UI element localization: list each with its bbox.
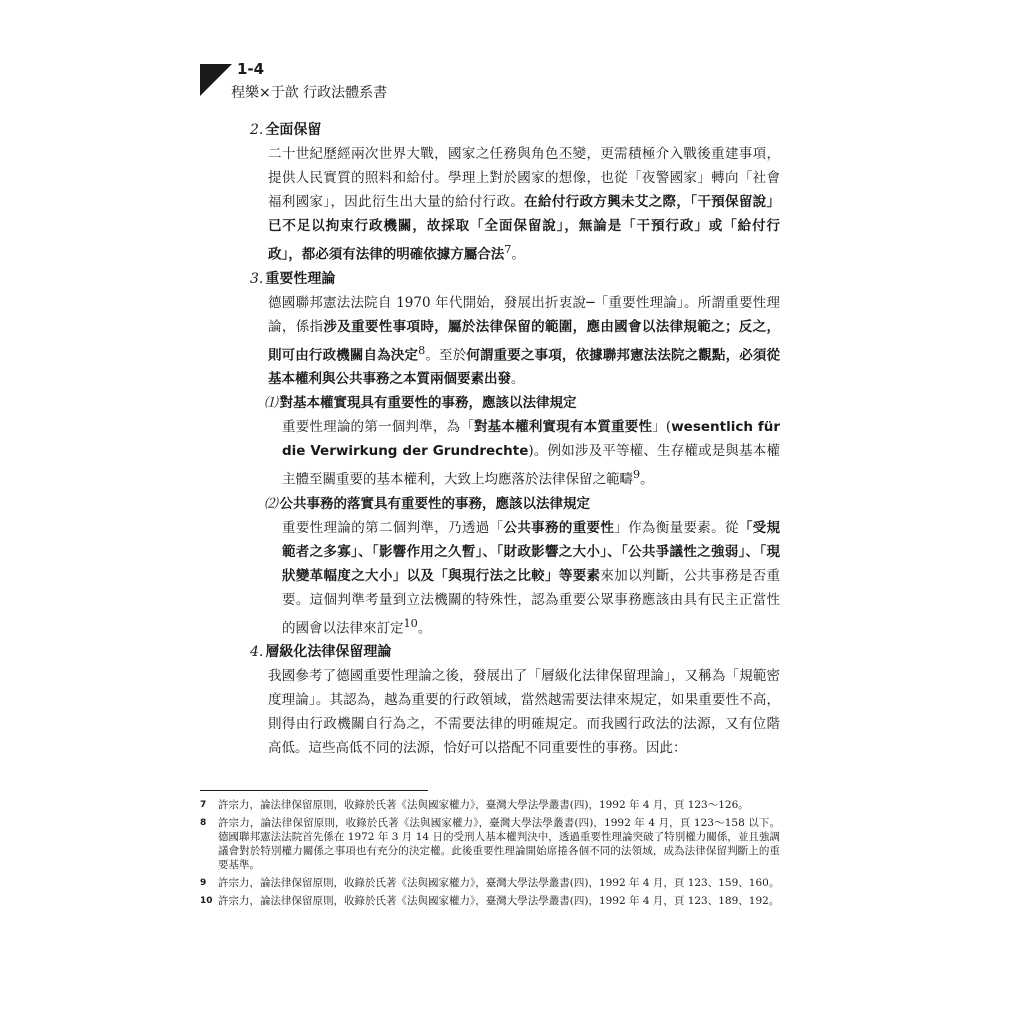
subsection-heading: ⑵ 公共事務的落實具有重要性的事務，應該以法律規定 [264,495,590,512]
section-paragraph: 我國參考了德國重要性理論之後，發展出了「層級化法律保留理論」，又稱為「規範密度理論」。其認為，越為重要的行政領域，當然越需要法律來規定，如果重要性不高，則得由行政機關自行為之，不需要法律的明確規定。而我國行政法的法源，又有位階高低。這些高低不同的法源，恰好可以搭配不同重要性的事務。因此： [268,668,780,756]
header-triangle-mark [200,64,232,96]
section-paragraph: 德國聯邦憲法法院自 1970 年代開始，發展出折衷說─「重要性理論」。所謂重要性理論，係指涉及重要性事項時，屬於法律保留的範圍，應由國會以法律規範之；反之，則可由行政機關自為決定$^8$。至於何謂重要之事項，依據聯邦憲法法院之觀點，必須從基本權利與公共事務之本質兩個要素出發。 [268,294,781,387]
footnote-ref: 10 [403,616,418,630]
footnote-ref: 7 [504,243,512,256]
section-heading: 2. 全面保留 [250,122,322,138]
section-heading: 4. 層級化法律保留理論 [250,644,392,660]
subsection-heading: ⑴ 對基本權實現具有重要性的事務，應該以法律規定 [264,395,577,411]
section-paragraph: 二十世紀歷經兩次世界大戰，國家之任務與角色丕變，更需積極介入戰後重建事項，提供人民實質的照料和給付。學理上對於國家的想像，也從「夜警國家」轉向「社會福利國家」，因此衍生出大量的給付行政。在給付行政方興未艾之際，「干預保留說」已不足以拘束行政機關，故採取「全面保留說」，無論是「干預行政」或「給付行政」，都必須有法律的明確依據方屬合法$^7$。 [268,146,781,263]
main-content [250,118,780,760]
footnote: 8 許宗力，論法律保留原則，收錄於氏著《法與國家權力》，臺灣大學法學叢書(四)，1992 年 4 月，頁 123～158 以下。德國聯邦憲法法院首先係在 1972 年 3 月 14 日的受刑人基本權判決中，透過重要性理論突破了特別權力關係，並且強調議會對於特別權力關係之事項也有充分的決定權。此後重要性理論開始席捲各個不同的法領域，成為法律保留判斷上的重要基準。 [200,817,780,871]
footnote-ref: 8 [418,343,426,357]
footnotes [200,798,780,912]
subsection-paragraph: 重要性理論的第二個判準，乃透過「公共事務的重要性」作為衡量要素。從「受規範者之多寡」、「影響作用之久暫」、「財政影響之大小」、「公共爭議性之強弱」、「現狀變革幅度之大小」以及「與現行法之比較」等要素來加以判斷，公共事務是否重要。這個判準考量到立法機關的特殊性，認為重要公眾事務應該由具有民主正當性的國會以法律來訂定$^{10}$。 [282,519,781,636]
subsection [264,391,780,492]
footnote-ref: 9 [633,468,641,481]
section-heading: 3. 重要性理論 [250,270,336,287]
subsection [264,492,780,641]
footnote: 7 許宗力，論法律保留原則，收錄於氏著《法與國家權力》，臺灣大學法學叢書(四)，1992 年 4 月，頁 123～126。 [200,799,749,811]
footnote-divider [200,790,428,791]
series-title: 程樂×于歆 行政法體系書 [231,85,388,101]
page-number: 1-4 [237,60,265,78]
footnote: 9 許宗力，論法律保留原則，收錄於氏著《法與國家權力》，臺灣大學法學叢書(四)，1992 年 4 月，頁 123、159、160。 [200,877,780,889]
footnote: 10 許宗力，論法律保留原則，收錄於氏著《法與國家權力》，臺灣大學法學叢書(四)，1992 年 4 月，頁 123、189、192。 [200,895,780,907]
subsection-paragraph: 重要性理論的第一個判準，為「對基本權利實現有本質重要性」(wesentlich für die Verwirkung der Grundrechte)。例如涉及平等權、生存權或是與基本權主體至關重要的基本權利，大致上均應落於法律保留之範疇$^9$。 [282,419,781,488]
